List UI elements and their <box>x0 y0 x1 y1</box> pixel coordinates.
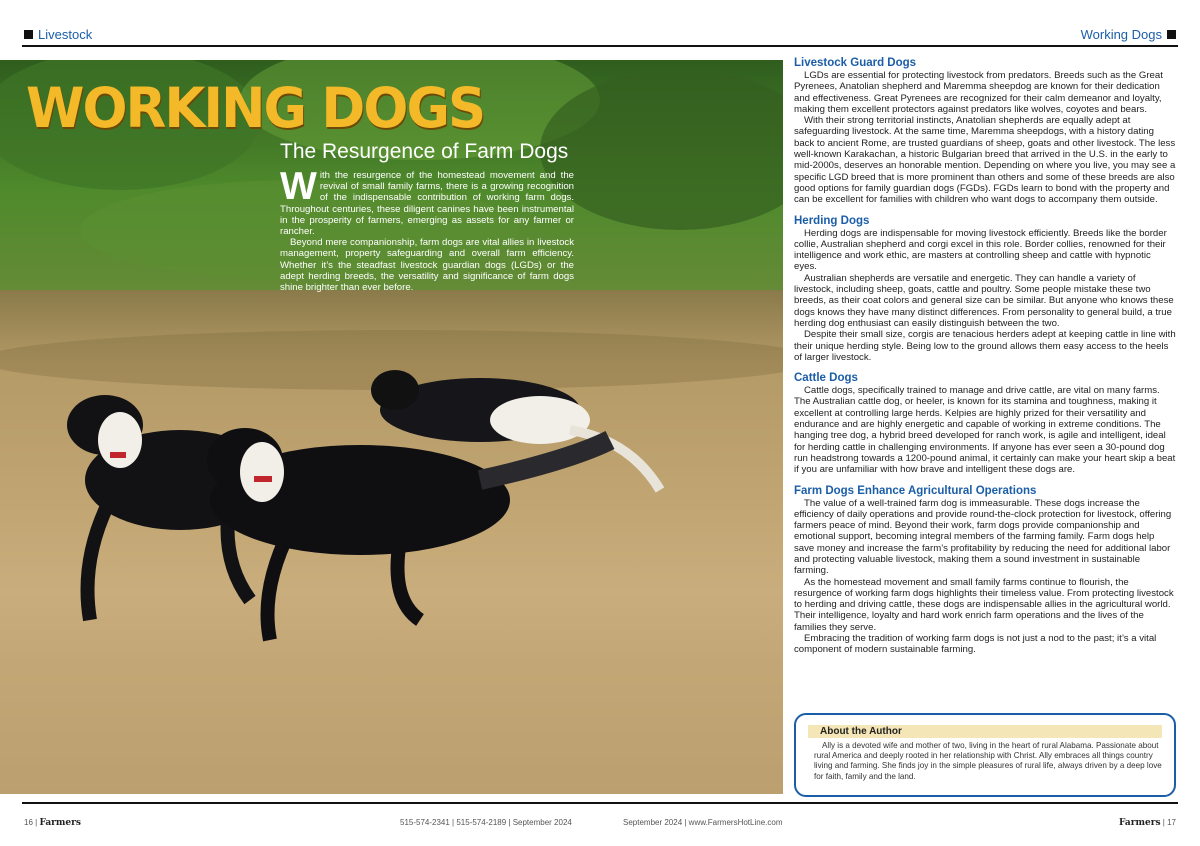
article-intro <box>280 165 574 294</box>
section-cattle-dogs <box>794 371 1176 475</box>
body-paragraph: The value of a well-trained farm dog is immeasurable. These dogs increase the efficiency of daily operations and provide round-the-clock protection for livestock, offering farmers peace of mind. Beyond their work, farm dogs provide companionship and emotional support, becoming integral members of the farming family. Farm dogs help save money and increase the farm’s profitability by reducing the need for additional labor and protecting valuable livestock, making them a sound investment in sustainable farming. <box>794 497 1172 577</box>
square-bullet-icon <box>1167 30 1176 39</box>
intro-paragraph-1-text: ith the resurgence of the homestead movement and the revival of small family farms, there is a growing recognition of the indispensable contribution of working farm dogs. Throughout centuries, these diligent canines have been instrumental in the prosperity of farmers, emerging as assets for any farmer or rancher. <box>280 170 574 238</box>
brand-logo-left: Farmers <box>39 818 81 828</box>
about-author-title: About the Author <box>808 725 1162 738</box>
section-label-working-dogs: Working Dogs <box>1080 26 1162 42</box>
section-header-right <box>1081 26 1176 42</box>
section-herding-dogs <box>794 214 1176 364</box>
intro-paragraph-2: Beyond mere companionship, farm dogs are vital allies in livestock management, property safeguarding and overall farm efficiency. Whether it’s the steadfast livestock guardian dogs (LGDs) or the adept herding breeds, the versatility and significance of farm dogs shine brighter than ever before. <box>280 237 574 294</box>
body-paragraph: Cattle dogs, specifically trained to manage and drive cattle, are vital on many farms. The Australian cattle dog, or heeler, is known for its stamina and toughness, making it excellent at controlling large herds. Kelpies are highly prized for their versatility and endurance and are highly energetic and capable of working in extreme conditions. The hanging tree dog, a hybrid breed developed for ranch work, is agile and intelligent, ideal for herding cattle in challenging environments. If anyone has ever seen a 30-pound dog run headstrong towards a 1200-pound animal, it certainly can make your heart skip a beat if you are unfamiliar with how brave and intelligent these dogs are. <box>794 385 1176 476</box>
header-rule <box>22 45 1178 47</box>
body-paragraph: LGDs are essential for protecting livestock from predators. Breeds such as the Great Pyrenees, Anatolian shepherd and Maremma sheepdog are known for their dedication and effectiveness. Great Pyrenees are recognized for their calm demeanor and loyalty, making them excellent protectors against predators like wolves, coyotes and bears. <box>794 70 1163 115</box>
body-paragraph: With their strong territorial instincts, Anatolian shepherds are equally adept at safeguarding livestock. At the same time, Maremma sheepdogs, with a history dating back to ancient Rome, are trusted guardians of sheep, goats and other livestock. The less well-known Karakachan, a historic Bulgarian breed that arrived in the U.S. in the early to mid-2000s, deserves an honorable mention. Depending on where you live, you may see a specific LGD breed that is more prominent than others and some of these breeds are also good options for family guardian dogs (FGDs). FGDs learn to bond with the property and can be excellent for families with children who want dogs to accompany them outside. <box>794 115 1176 206</box>
section-heading: Livestock Guard Dogs <box>794 57 917 69</box>
footer-contact-right: September 2024 | www.FarmersHotLine.com <box>623 818 783 827</box>
section-livestock-guard-dogs <box>794 56 1176 206</box>
article-title: WORKING DOGS <box>26 76 485 141</box>
body-paragraph: Herding dogs are indispensable for moving livestock efficiently. Breeds like the border collie, Australian shepherd and corgi excel in this role. Border collies, renowned for their intelligence and work ethic, are masters at controlling sheep and cattle with hypnotic eyes. <box>794 227 1167 273</box>
footer-rule <box>22 802 1178 804</box>
section-farm-dogs-enhance <box>794 484 1176 656</box>
footer-right: Farmers | 17 <box>1119 818 1176 828</box>
page-number-right: 17 <box>1167 818 1176 827</box>
body-paragraph: Despite their small size, corgis are tenacious herders adept at keeping cattle in line with their unique herding style. Being low to the ground allows them easy access to the heels of larger livestock. <box>794 329 1176 363</box>
section-header-left <box>24 26 92 42</box>
article-body-column <box>794 56 1176 656</box>
body-paragraph: Embracing the tradition of working farm dogs is not just a nod to the past; it’s a vital component of modern sustainable farming. <box>794 633 1157 656</box>
body-paragraph: Australian shepherds are versatile and energetic. They can handle a variety of livestock, including sheep, goats, cattle and poultry. Some people mistake these two breeds, as their coat colors and general size can be similar. But anyone who knows these dogs knows they have many distinct differences. From personality to general build, a true herding dog enthusiast can easily distinguish between the two. <box>794 272 1174 329</box>
brand-logo-right: Farmers <box>1119 818 1161 828</box>
footer-left: 16 | Farmers <box>24 818 81 828</box>
section-heading: Cattle Dogs <box>794 372 858 385</box>
about-author-text: Ally is a devoted wife and mother of two, living in the heart of rural Alabama. Passionate about rural America and deeply rooted in her relationship with Christ. Ally embraces all things country living and farming. She finds joy in the simple pleasures of rural life, always driven by a deep love for faith, family and the land. <box>814 741 1162 781</box>
article-subtitle: The Resurgence of Farm Dogs <box>280 140 569 163</box>
section-heading: Farm Dogs Enhance Agricultural Operations <box>794 484 1037 497</box>
body-paragraph: As the homestead movement and small family farms continue to flourish, the resurgence of working farm dogs highlights their timeless value. From protecting livestock to herding and driving cattle, these dogs are indispensable allies in the agricultural world. Their intelligence, loyalty and hard work enrich farm operations and the lives of the families they serve. <box>794 576 1174 633</box>
footer-contact-left: 515-574-2341 | 515-574-2189 | September 2024 <box>400 818 572 827</box>
intro-paragraph-1 <box>280 165 574 238</box>
page-number-left: 16 <box>24 818 33 827</box>
square-bullet-icon <box>24 30 33 39</box>
drop-cap: W <box>280 165 317 208</box>
section-label-livestock: Livestock <box>38 26 93 42</box>
section-heading: Herding Dogs <box>794 214 870 227</box>
about-author-box <box>794 713 1176 797</box>
